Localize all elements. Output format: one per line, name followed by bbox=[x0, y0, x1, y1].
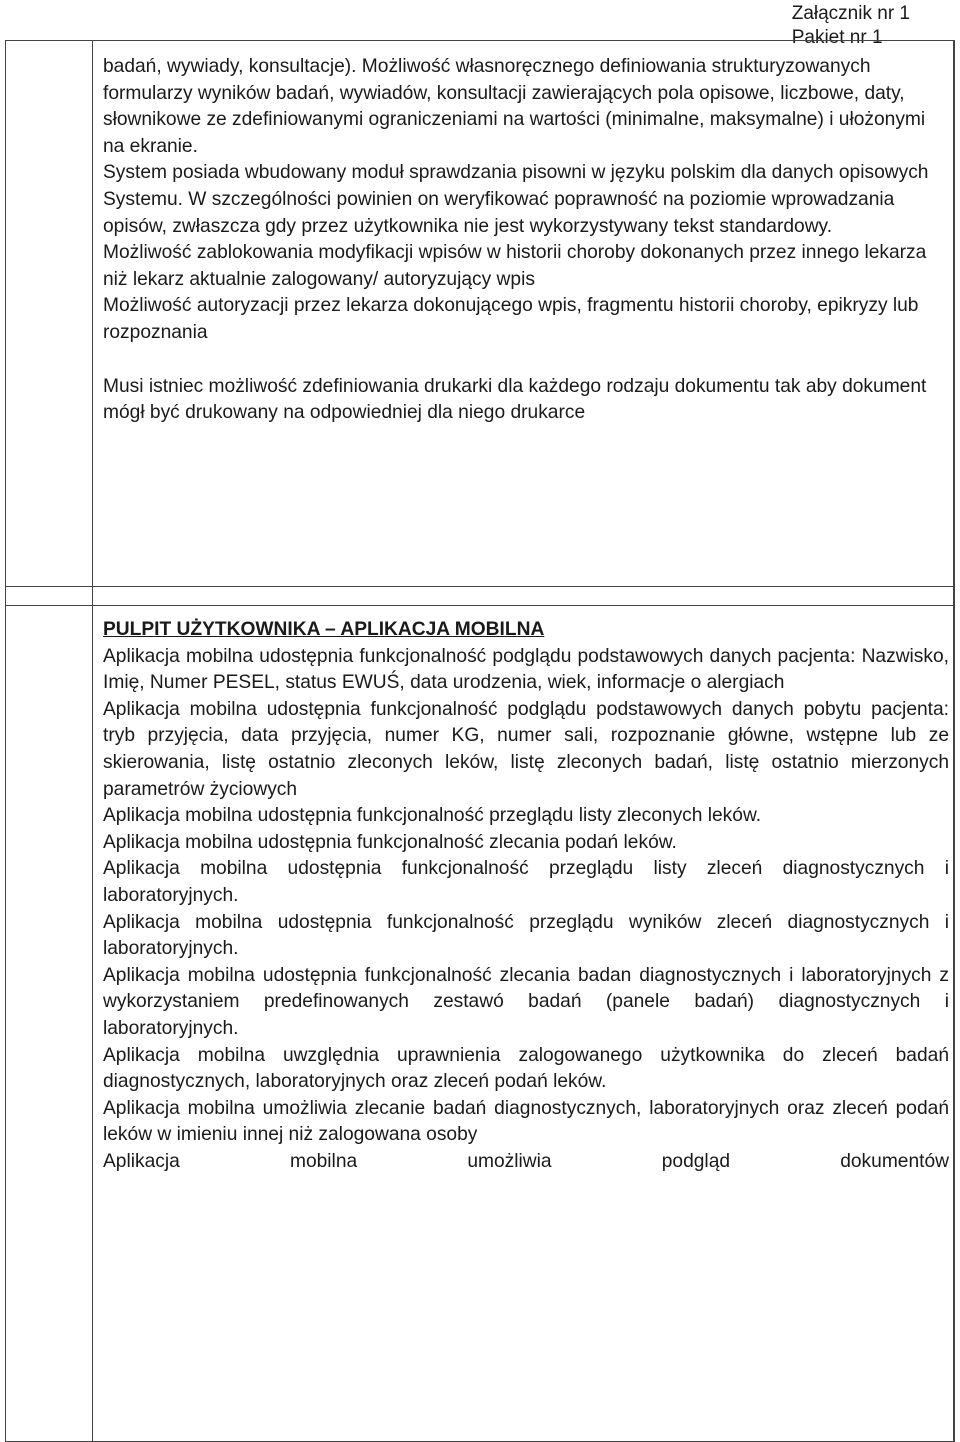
paragraph-spellcheck: System posiada wbudowany moduł sprawdzania pisowni w języku polskim dla danych opisowych Systemu. W szczególności powinien on weryfikować poprawność na poziomie wprowadzania opisów, zwłaszcza gdy przez użytkownika nie jest wykorzystywany tekst standardowy. bbox=[103, 162, 929, 237]
paragraph-printer: Musi istniec możliwość zdefiniowania drukarki dla każdego rodzaju dokumentu tak aby dokument mógł być drukowany na odpowiedniej dla niego drukarce bbox=[103, 375, 927, 424]
table-row bbox=[6, 41, 955, 587]
number-cell bbox=[6, 587, 93, 606]
table-row bbox=[6, 587, 955, 606]
paragraph-order-on-behalf: Aplikacja mobilna umożliwia zlecanie badań diagnostycznych, laboratoryjnych oraz zleceń podań leków w imieniu innej niż zalogowana osoby bbox=[103, 1097, 949, 1146]
paragraph-drug-administration: Aplikacja mobilna udostępnia funkcjonalność zlecania podań leków. bbox=[103, 831, 677, 853]
paragraph-diagnostic-orders: Aplikacja mobilna udostępnia funkcjonalność przeglądu listy zleceń diagnostycznych i laboratoryjnych. bbox=[103, 858, 949, 906]
paragraph-patient-data: Aplikacja mobilna udostępnia funkcjonalność podglądu podstawowych danych pacjenta: Nazwisko, Imię, Numer PESEL, status EWUŚ, data urodzenia, wiek, informacje o alergiach bbox=[103, 645, 949, 694]
empty-cell bbox=[954, 41, 955, 587]
paragraph-ordered-drugs: Aplikacja mobilna udostępnia funkcjonalność przeglądu listy zleconych leków. bbox=[103, 805, 762, 827]
paragraph-permissions: Aplikacja mobilna uwzględnia uprawnienia zalogowanego użytkownika do zleceń badań diagnostycznych, laboratoryjnych oraz zleceń podań leków. bbox=[103, 1044, 949, 1093]
description-cell bbox=[93, 41, 954, 587]
paragraph-authorization: Możliwość autoryzacji przez lekarza dokonującego wpis, fragmentu historii choroby, epikryzy lub rozpoznania bbox=[103, 295, 919, 343]
number-cell bbox=[6, 606, 93, 1442]
paragraph-custom-forms: badań, wywiady, konsultacje). Możliwość własnoręcznego definiowania strukturyzowanych formularzy wyników badań, wywiadów, konsultacji zawierających pola opisowe, liczbowe, daty, słownikowe ze zdefiniowanymi ograniczeniami na wartości (minimalne, maksymalne) i ułożonymi na ekranie. bbox=[103, 56, 926, 157]
number-cell bbox=[6, 41, 93, 587]
empty-cell bbox=[954, 606, 955, 1442]
paragraph-test-panels: Aplikacja mobilna udostępnia funkcjonalność zlecania badan diagnostycznych i laboratoryjnych z wykorzystaniem predefinowanych zestawó badań (panele badań) diagnostycznych i laboratoryjnych. bbox=[103, 964, 949, 1039]
paragraph-document-preview: Aplikacja mobilna umożliwia podgląd dokumentów bbox=[103, 1150, 949, 1172]
attachment-label: Załącznik nr 1 bbox=[791, 3, 910, 24]
description-cell bbox=[93, 587, 954, 606]
package-label: Pakiet nr 1 bbox=[791, 27, 883, 48]
table-row bbox=[6, 606, 955, 1442]
paragraph-block-modification: Możliwość zablokowania modyfikacji wpisów w historii choroby dokonanych przez innego lekarza niż lekarz aktualnie zalogowany/ autoryzujący wpis bbox=[103, 242, 927, 290]
empty-cell bbox=[954, 587, 955, 606]
description-cell bbox=[93, 606, 954, 1442]
specification-table bbox=[5, 40, 955, 1442]
paragraph-order-results: Aplikacja mobilna udostępnia funkcjonalność przeglądu wyników zleceń diagnostycznych i laboratoryjnych. bbox=[103, 911, 949, 960]
section-heading: PULPIT UŻYTKOWNIKA – APLIKACJA MOBILNA bbox=[103, 619, 545, 640]
paragraph-stay-data: Aplikacja mobilna udostępnia funkcjonalność podglądu podstawowych danych pobytu pacjenta: tryb przyjęcia, data przyjęcia, numer KG, numer sali, rozpoznanie główne, wstępne lub ze skierowania, listę ostatnio zleconych leków, listę zleconych badań, listę ostatnio mierzonych parametrów życiowych bbox=[103, 698, 949, 800]
